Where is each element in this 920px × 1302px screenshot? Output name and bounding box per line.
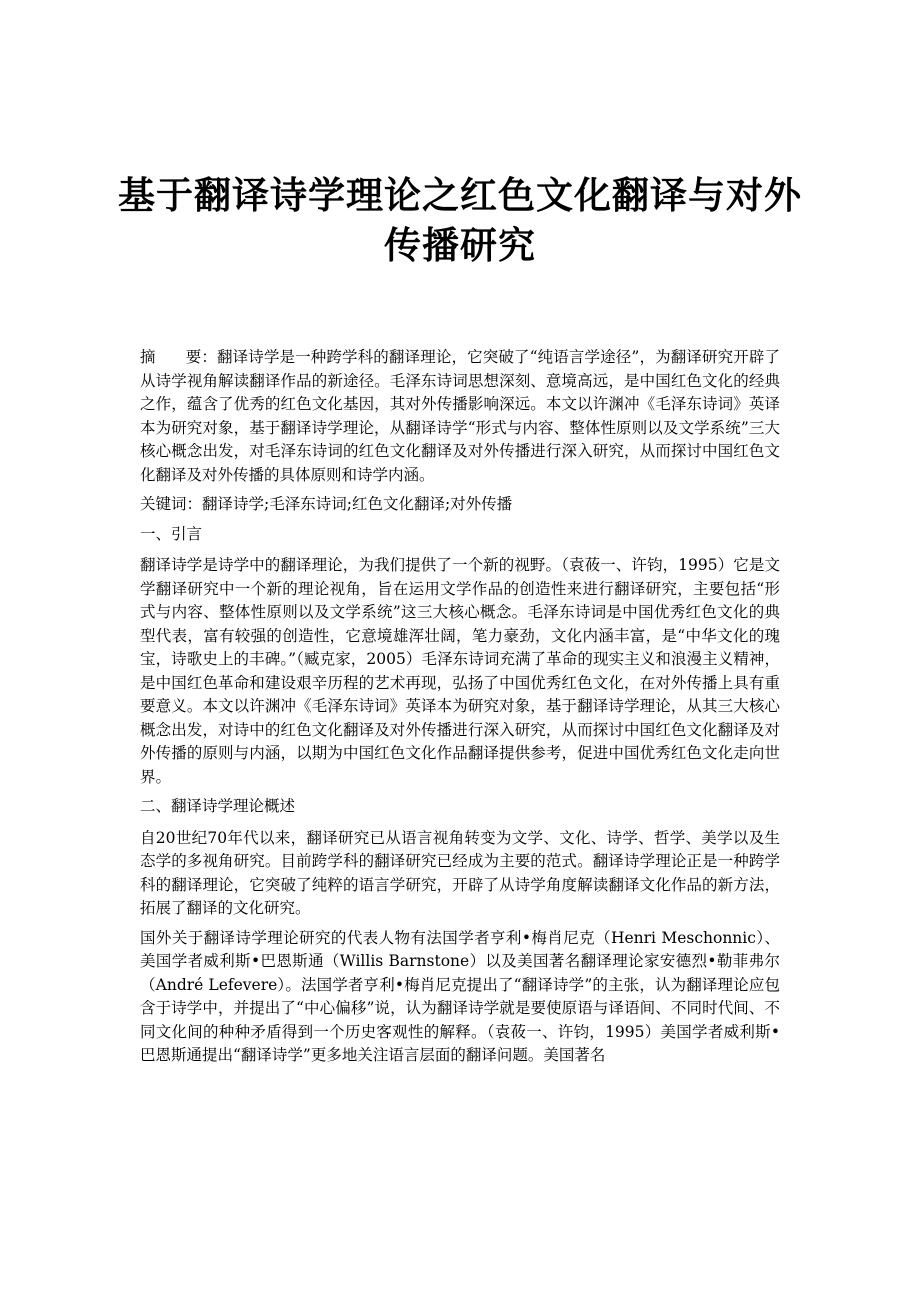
- section-paragraph: 翻译诗学是诗学中的翻译理论，为我们提供了一个新的视野。（袁莜一、许钧，1995）它是文学翻译研究中一个新的理论视角，旨在运用文学作品的创造性来进行翻译研究，主要包括“形式与内容、整体性原则以及文学系统”这三大核心概念。毛泽东诗词是中国优秀红色文化的典型代表，富有较强的创造性，它意境雄浑壮阔，笔力豪劲，文化内涵丰富，是“中华文化的瑰宝，诗歌史上的丰碑。”（臧克家，2005）毛泽东诗词充满了革命的现实主义和浪漫主义精神，是中国红色革命和建设艰辛历程的艺术再现，弘扬了中国优秀红色文化，在对外传播上具有重要意义。本文以许渊冲《毛泽东诗词》英译本为研究对象，基于翻译诗学理论，从其三大核心概念出发，对诗中的红色文化翻译及对外传播进行深入研究，从而探讨中国红色文化翻译及对外传播的原则与内涵，以期为中国红色文化作品翻译提供参考，促进中国优秀红色文化走向世界。: [140, 556, 780, 786]
- section-paragraph: 自20世纪70年代以来，翻译研究已从语言视角转变为文学、文化、诗学、哲学、美学以及生态学的多视角研究。目前跨学科的翻译研究已经成为主要的范式。翻译诗学理论正是一种跨学科的翻译理论，它突破了纯粹的语言学研究，开辟了从诗学角度解读翻译文化作品的新方法，拓展了翻译的文化研究。: [140, 828, 780, 917]
- abstract-label-second: 要：: [185, 348, 218, 366]
- abstract-label-first: 摘: [140, 348, 156, 366]
- abstract-paragraph: [140, 346, 780, 487]
- abstract-text: 翻译诗学是一种跨学科的翻译理论，它突破了“纯语言学途径”，为翻译研究开辟了从诗学视角解读翻译作品的新途径。毛泽东诗词思想深刻、意境高远，是中国红色文化的经典之作，蕴含了优秀的红色文化基因，其对外传播影响深远。本文以许渊冲《毛泽东诗词》英译本为研究对象，基于翻译诗学理论，从翻译诗学“形式与内容、整体性原则以及文学系统”三大核心概念出发，对毛泽东诗词的红色文化翻译及对外传播进行深入研究，从而探讨中国红色文化翻译及对外传播的具体原则和诗学内涵。: [140, 348, 780, 484]
- section-paragraph: 国外关于翻译诗学理论研究的代表人物有法国学者亨利•梅肖尼克（Henri Meschonnic）、美国学者威利斯•巴恩斯通（Willis Barnstone）以及美国著名翻译理论家安德烈•勒菲弗尔（André Lefevere）。法国学者亨利•梅肖尼克提出了“翻译诗学”的主张，认为翻译理论应包含于诗学中，并提出了“中心偏移”说，认为翻译诗学就是要使原语与译语间、不同时代间、不同文化间的种种矛盾得到一个历史客观性的解释。（袁莜一、许钧，1995）美国学者威利斯•巴恩斯通提出“翻译诗学”更多地关注语言层面的翻译问题。美国著名: [140, 928, 780, 1064]
- document-title: 基于翻译诗学理论之红色文化翻译与对外传播研究: [118, 173, 802, 267]
- section-heading-theory-overview: 二、翻译诗学理论概述: [140, 797, 296, 815]
- keywords-line: 关键词：翻译诗学;毛泽东诗词;红色文化翻译;对外传播: [140, 495, 513, 513]
- abstract-label: [140, 348, 217, 366]
- document-body: [140, 346, 780, 1074]
- section-heading-introduction: 一、引言: [140, 524, 203, 543]
